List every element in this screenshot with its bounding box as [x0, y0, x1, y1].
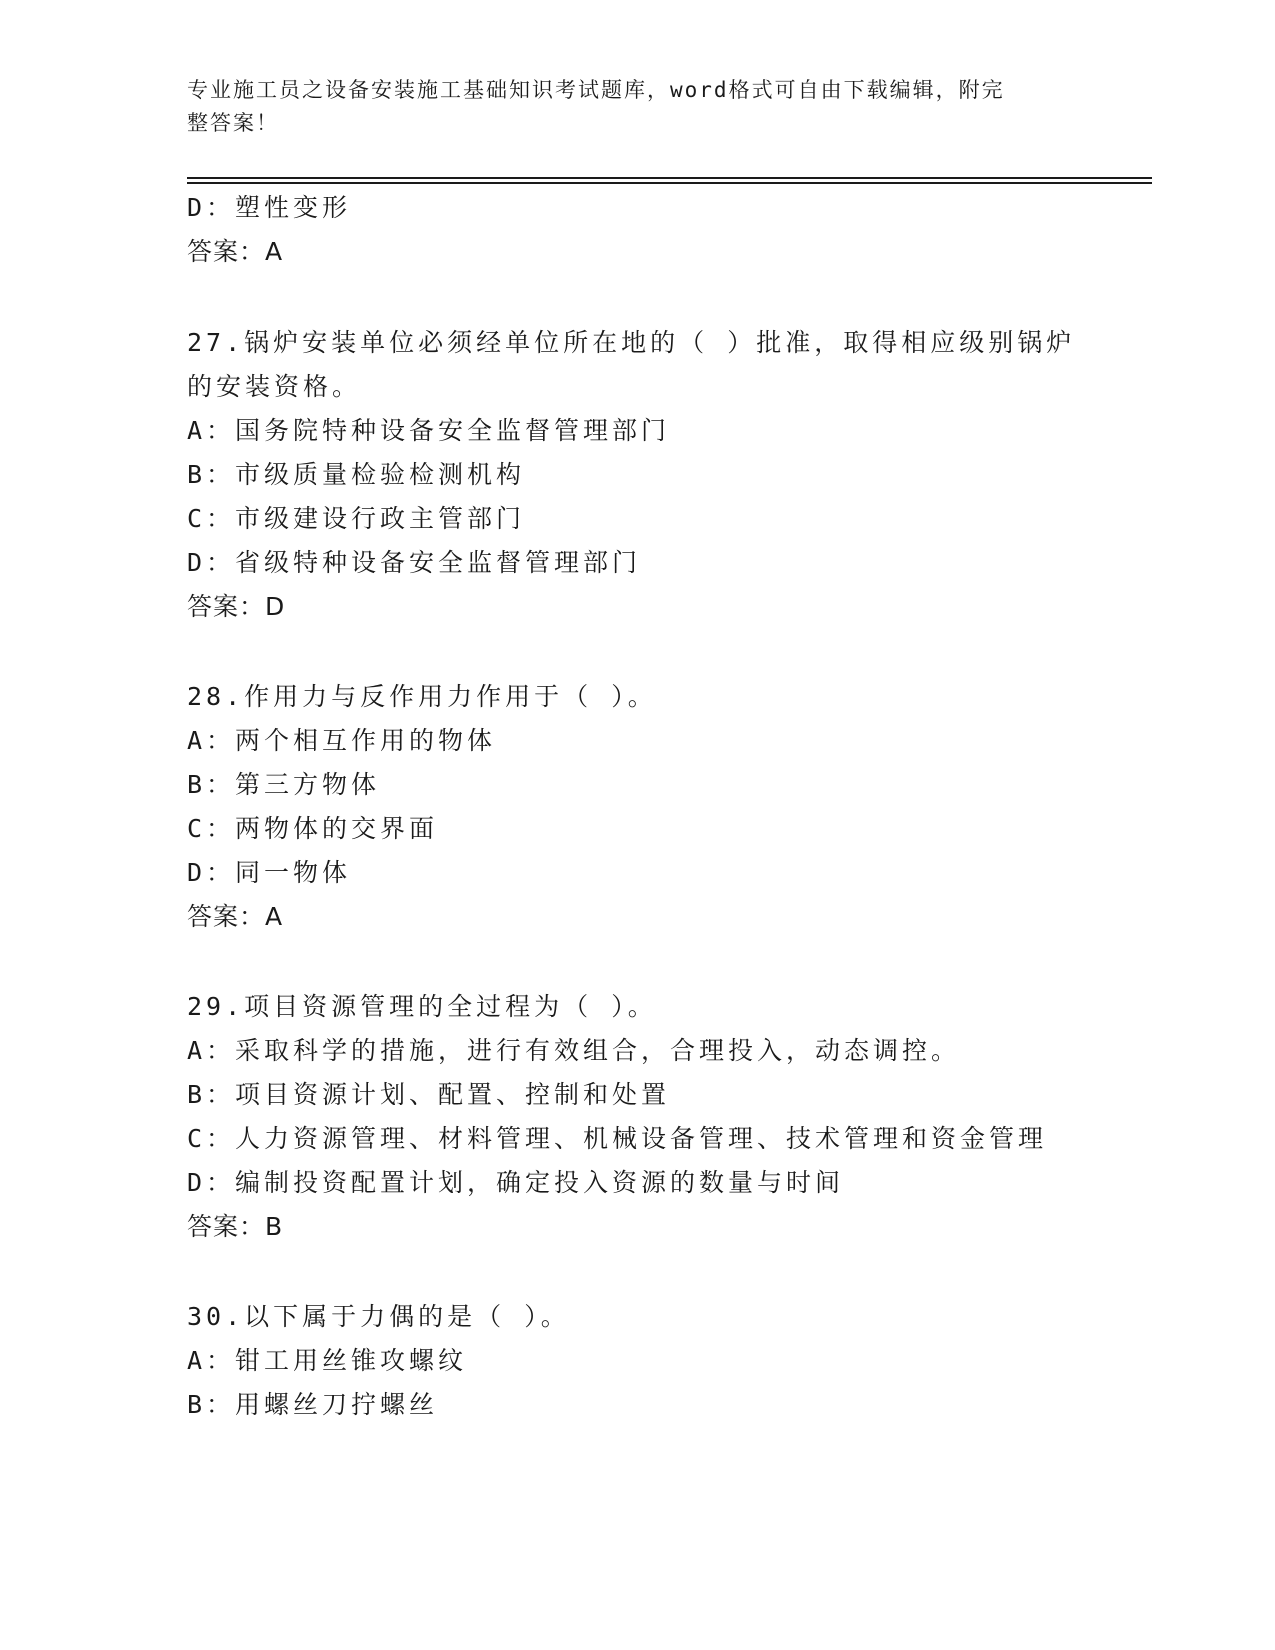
header-divider-bottom [187, 182, 1152, 184]
q27-option-a: A：国务院特种设备安全监督管理部门 [187, 416, 671, 445]
q27-option-d: D：省级特种设备安全监督管理部门 [187, 548, 642, 577]
q30-option-a: A：钳工用丝锥攻螺纹 [187, 1346, 468, 1375]
q27-option-c: C：市级建设行政主管部门 [187, 504, 526, 533]
header-divider-top [187, 177, 1152, 179]
q26-answer: 答案：A [187, 237, 284, 266]
q26-option-d: D：塑性变形 [187, 193, 352, 222]
q28-question: 28.作用力与反作用力作用于（ ）。 [187, 682, 657, 711]
q29-option-c: C：人力资源管理、材料管理、机械设备管理、技术管理和资金管理 [187, 1124, 1048, 1153]
q29-question: 29.项目资源管理的全过程为（ ）。 [187, 992, 657, 1021]
q28-option-c: C：两物体的交界面 [187, 814, 439, 843]
header-line-2: 整答案！ [187, 111, 279, 135]
q27-option-b: B：市级质量检验检测机构 [187, 460, 526, 489]
q28-answer: 答案：A [187, 902, 284, 931]
q27-answer: 答案：D [187, 592, 286, 621]
q29-option-d: D：编制投资配置计划，确定投入资源的数量与时间 [187, 1168, 845, 1197]
header-line-1: 专业施工员之设备安装施工基础知识考试题库，word格式可自由下载编辑，附完 [187, 78, 1005, 102]
q30-question: 30.以下属于力偶的是（ ）。 [187, 1302, 570, 1331]
q28-option-d: D：同一物体 [187, 858, 352, 887]
q27-question-line-2: 的安装资格。 [187, 372, 362, 401]
q29-option-a: A：采取科学的措施，进行有效组合，合理投入，动态调控。 [187, 1036, 961, 1065]
q30-option-b: B：用螺丝刀拧螺丝 [187, 1390, 439, 1419]
q27-question-line-1: 27.锅炉安装单位必须经单位所在地的（ ）批准，取得相应级别锅炉 [187, 328, 1076, 357]
document-header [187, 74, 1067, 140]
q29-option-b: B：项目资源计划、配置、控制和处置 [187, 1080, 671, 1109]
q28-option-b: B：第三方物体 [187, 770, 381, 799]
q28-option-a: A：两个相互作用的物体 [187, 726, 497, 755]
q29-answer: 答案：B [187, 1212, 284, 1241]
